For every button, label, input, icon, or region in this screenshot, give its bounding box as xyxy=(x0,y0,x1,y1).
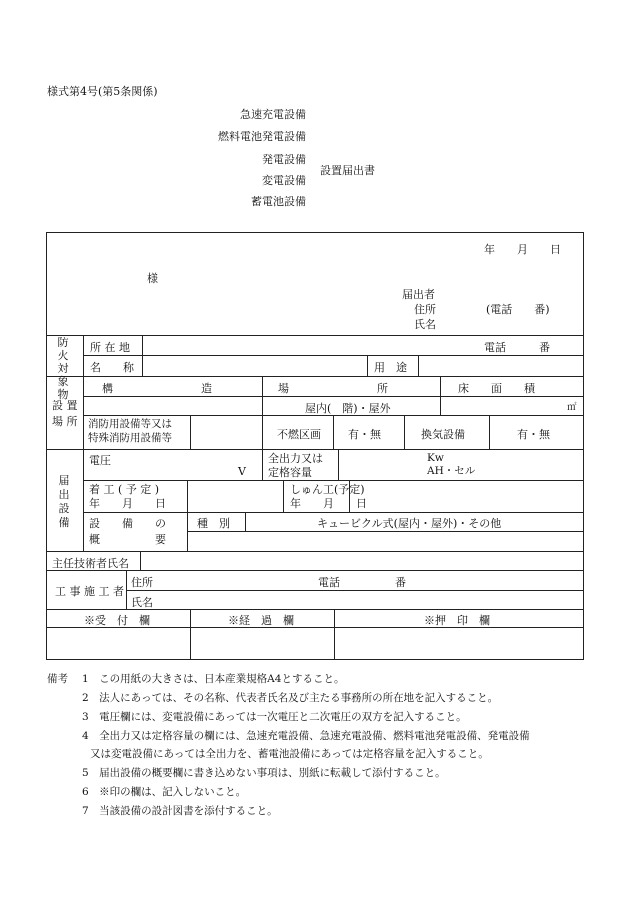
fireproof-label: 不燃区画 xyxy=(277,428,321,441)
indoor-outdoor-field: 屋内( 階)・屋外 xyxy=(305,402,391,415)
applicant-address-label: 住所 xyxy=(414,303,436,316)
note-item: 5 届出設備の概要欄に書き込めない事項は、別紙に転載して添付すること。 xyxy=(82,767,446,779)
note-item: 6 ※印の欄は、記入しないこと。 xyxy=(82,786,247,798)
fireproof-value: 有・無 xyxy=(348,428,381,441)
voltage-unit: V xyxy=(238,465,246,478)
note-item: 又は変電設備にあっては全出力を、蓄電池設備にあっては定格容量を記入すること。 xyxy=(90,748,489,760)
applicant-label: 届出者 xyxy=(402,288,435,301)
notes-label: 備考 xyxy=(47,673,68,685)
note-item: 7 当該設備の設計図書を添付すること。 xyxy=(82,805,278,817)
contractor-phone: 電話 番 xyxy=(318,576,406,589)
note-item: 4 全出力又は定格容量の欄には、急速充電設備、急速充電設備、燃料電池発電設備、発電設備 xyxy=(82,730,530,742)
engineer-label: 主任技術者氏名 xyxy=(52,557,129,570)
output-label: 全出力又は 定格容量 xyxy=(268,452,323,479)
contractor-name-label: 氏名 xyxy=(131,596,153,609)
location-label: 所 在 地 xyxy=(90,341,130,354)
type-value: キュービクル式(屋内・屋外)・その他 xyxy=(317,517,502,530)
type-label: 種 別 xyxy=(197,517,230,530)
output-units: Kw AH・セル xyxy=(427,452,476,477)
title-type-5: 蓄電池設備 xyxy=(251,195,306,208)
ventilation-label: 換気設備 xyxy=(421,428,465,441)
title-type-3: 発電設備 xyxy=(262,153,306,166)
bouka-name-label: 名 称 xyxy=(90,361,134,374)
place-label: 場 所 xyxy=(278,382,388,395)
completion-date-label: しゅん工(予定) 年 月 日 xyxy=(290,483,367,510)
overview-label: 設 備 の 概 要 xyxy=(89,517,166,546)
form-number: 様式第4号(第5条関係) xyxy=(47,85,158,98)
bouka-phone: 電話 番 xyxy=(484,341,550,354)
equipment-label: 消防用設備等又は 特殊消防用設備等 xyxy=(88,418,172,444)
title-suffix: 設置届出書 xyxy=(320,164,375,177)
title-type-4: 変電設備 xyxy=(262,174,306,187)
voltage-label: 電圧 xyxy=(89,454,111,467)
setchi-side-label: 設 置 場 所 xyxy=(52,399,78,428)
note-item: 3 電圧欄には、変電設備にあっては一次電圧と二次電圧の双方を記入すること。 xyxy=(82,711,467,723)
seal-header: ※押 印 欄 xyxy=(424,614,490,627)
start-date-label: 着 工 ( 予 定 ) 年 月 日 xyxy=(89,483,166,510)
structure-label: 構 造 xyxy=(102,382,212,395)
area-unit: ㎡ xyxy=(567,402,577,413)
contractor-label: 工 事 施 工 者 xyxy=(55,585,124,598)
title-type-1: 急速充電設備 xyxy=(240,108,306,121)
receipt-header: ※受 付 欄 xyxy=(84,614,150,627)
contractor-address-label: 住所 xyxy=(131,576,153,589)
note-item: 2 法人にあっては、その名称、代表者氏名及び主たる事務所の所在地を記入すること。 xyxy=(82,692,499,704)
ventilation-value: 有・無 xyxy=(517,428,550,441)
area-label: 床 面 積 xyxy=(458,382,535,395)
date-field: 年 月 日 xyxy=(484,243,561,256)
progress-header: ※経 過 欄 xyxy=(228,614,294,627)
applicant-name-label: 氏名 xyxy=(414,318,436,331)
note-item: 1 この用紙の大きさは、日本産業規格A4とすること。 xyxy=(82,673,345,685)
applicant-phone: (電話 番) xyxy=(486,303,550,316)
use-label: 用 途 xyxy=(374,361,407,374)
bouka-side-label: 防火 対象 物 xyxy=(57,336,69,401)
addressee-label: 様 xyxy=(147,272,158,285)
title-type-2: 燃料電池発電設備 xyxy=(218,130,306,143)
todoke-side-label: 届 出 設 備 xyxy=(58,474,70,529)
